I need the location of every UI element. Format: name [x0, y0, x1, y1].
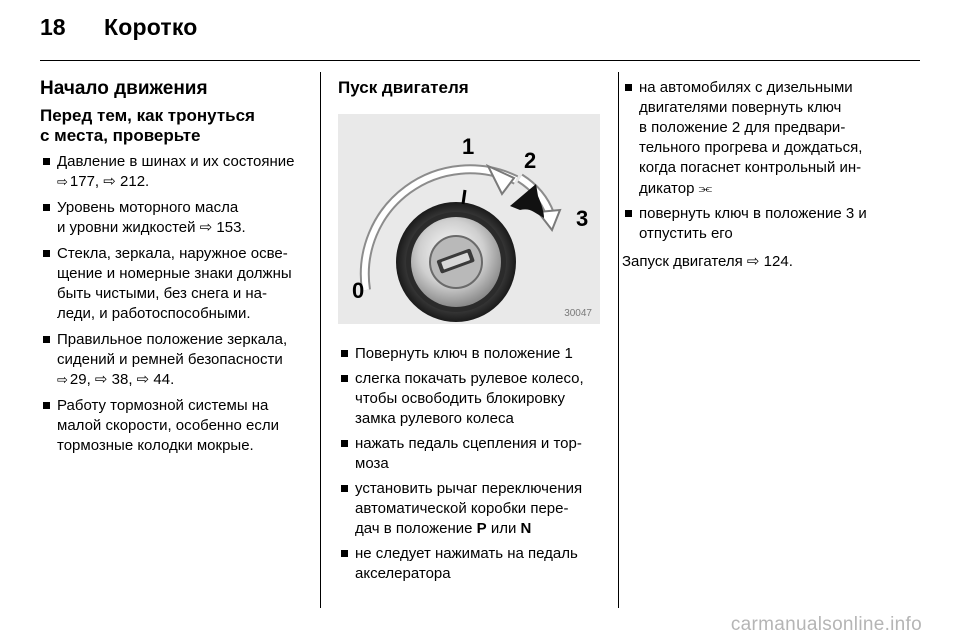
column-2 — [338, 72, 608, 584]
list-item-line: на автомобилях с дизельными — [639, 79, 853, 96]
check-list — [40, 152, 306, 456]
indicator-text: дикатор — [639, 180, 695, 197]
check-subtitle-line-1: Перед тем, как тронуться — [40, 106, 255, 125]
list-item — [338, 434, 608, 474]
column-divider-2 — [618, 72, 619, 608]
page-reference[interactable]: 29, ⇨ 38, ⇨ 44. — [69, 371, 175, 388]
page-reference-arrow-icon: ⇨ — [57, 174, 68, 189]
list-item-line: тормозные колодки мокрые. — [57, 437, 254, 454]
list-item-line: Правильное положение зеркала, — [57, 331, 288, 348]
list-item-line: установить рычаг переключения — [355, 480, 583, 497]
gear-prefix: дач в положение — [355, 520, 477, 537]
page-reference-arrow-icon: ⇨ — [57, 372, 68, 387]
list-item-line — [57, 370, 306, 390]
header-rule — [40, 60, 920, 61]
list-item-line: леди, и работоспособными. — [57, 305, 251, 322]
list-item-line: замка рулевого колеса — [355, 410, 514, 427]
check-subtitle-line-2: с места, проверьте — [40, 126, 201, 145]
list-item — [40, 244, 306, 324]
engine-start-steps — [338, 344, 608, 584]
list-item-line: Стекла, зеркала, наружное осве- — [57, 245, 288, 262]
list-item-line: акселератора — [355, 565, 451, 582]
list-item — [40, 330, 306, 390]
list-item-line: чтобы освободить блокировку — [355, 390, 565, 407]
list-item-line: Уровень моторного масла — [57, 199, 239, 216]
list-item-line: тельного прогрева и дождаться, — [639, 139, 863, 156]
see-also — [622, 252, 922, 272]
list-item — [40, 152, 306, 192]
ignition-switch-illustration — [338, 114, 600, 324]
list-item-line — [57, 172, 306, 192]
list-item-line: в положение 2 для предвари- — [639, 119, 846, 136]
figure-id: 30047 — [564, 308, 592, 319]
list-item-line: Работу тормозной системы на — [57, 397, 269, 414]
list-item-line: автоматической коробки пере- — [355, 500, 569, 517]
list-item-line: Давление в шинах и их состояние — [57, 153, 295, 170]
list-item — [338, 344, 608, 364]
page-header — [40, 14, 198, 48]
list-item-line: двигателями повернуть ключ — [639, 99, 842, 116]
list-item-line: не следует нажимать на педаль — [355, 545, 578, 562]
list-item-line: слегка покачать рулевое колесо, — [355, 370, 584, 387]
list-item — [338, 544, 608, 584]
list-item-line: и уровни жидкостей ⇨ 153. — [57, 219, 246, 236]
list-item-line: когда погаснет контрольный ин- — [639, 159, 862, 176]
list-item-line: отпустить его — [639, 225, 733, 242]
engine-start-steps-continued — [622, 78, 922, 244]
list-item-line: повернуть ключ в положение 3 и — [639, 205, 867, 222]
page-reference[interactable]: 177, ⇨ 212. — [69, 173, 150, 190]
position-label-1: 1 — [462, 134, 475, 159]
gear-p: P — [476, 520, 487, 537]
list-item — [622, 204, 922, 244]
list-item-line: Повернуть ключ в положение 1 — [355, 345, 573, 362]
list-item — [622, 78, 922, 199]
list-item-line: сидений и ремней безопасности — [57, 351, 283, 368]
section-title: Начало движения — [40, 78, 208, 99]
ignition-switch-figure — [338, 114, 600, 324]
list-item-line — [355, 519, 608, 539]
glow-plug-indicator-icon: ⫘ — [698, 179, 713, 197]
engine-start-title: Пуск двигателя — [338, 78, 469, 97]
list-item-line — [639, 178, 922, 199]
list-item-line: нажать педаль сцепления и тор- — [355, 435, 582, 452]
watermark: carmanualsonline.info — [730, 614, 922, 635]
column-1 — [40, 72, 306, 456]
see-also-text[interactable]: Запуск двигателя ⇨ 124. — [622, 253, 793, 270]
list-item — [40, 396, 306, 456]
list-item-line: моза — [355, 455, 389, 472]
list-item-line: щение и номерные знаки должны — [57, 265, 292, 282]
position-label-3: 3 — [576, 206, 589, 231]
gear-joiner: или — [486, 520, 521, 537]
position-label-0: 0 — [352, 278, 365, 303]
gear-n: N — [520, 520, 532, 537]
check-subtitle — [40, 106, 306, 146]
page-number: 18 — [40, 14, 66, 40]
list-item — [338, 479, 608, 539]
chapter-title: Коротко — [104, 14, 198, 40]
list-item — [40, 198, 306, 238]
list-item — [338, 369, 608, 429]
list-item-line: малой скорости, особенно если — [57, 417, 279, 434]
column-3 — [622, 72, 922, 272]
position-label-2: 2 — [524, 148, 537, 173]
list-item-line: быть чистыми, без снега и на- — [57, 285, 268, 302]
position-1-mark — [463, 190, 465, 204]
column-divider-1 — [320, 72, 321, 608]
